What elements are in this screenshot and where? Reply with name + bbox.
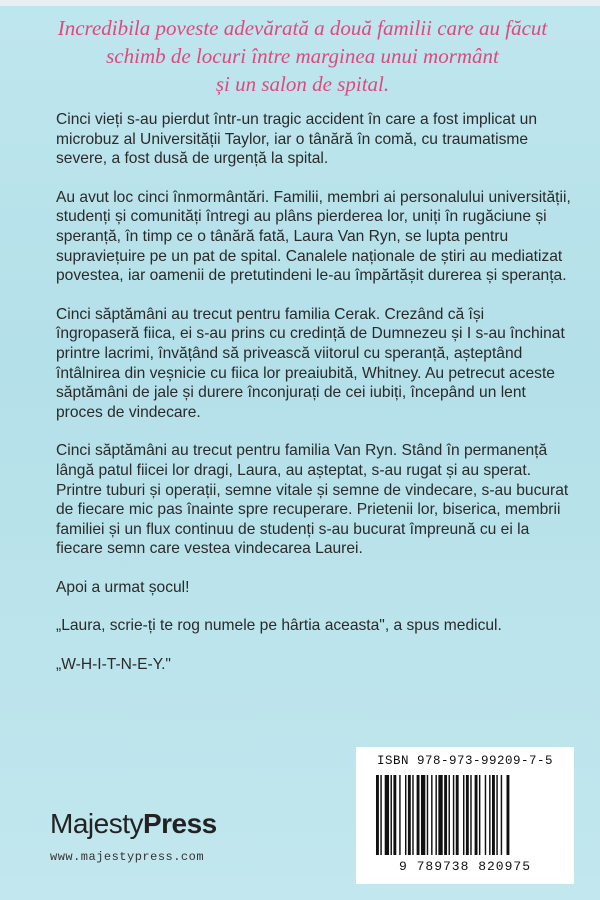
paragraph: Au avut loc cinci înmormântări. Familii, membri ai personalului universității, studenți și comunități întregi au plâns pierderea lor, uniți în rugăciune și speranță, în timp ce o tânără fată, Laura Van Ryn, se lupta pentru supraviețuire pe un pat de spital. Canalele naționale de știri au mediatizat povestea, iar oamenii de pretutindeni le-au împărtășit durerea și speranța. xyxy=(56,188,571,285)
blurb-text xyxy=(56,110,571,694)
publisher-name-part1: Majesty xyxy=(50,808,143,839)
paragraph: Cinci săptămâni au trecut pentru familia Van Ryn. Stând în permanență lângă patul fiicei lor dragi, Laura, au așteptat, s-au rugat și au sperat. Printre tuburi și operații, semne vitale și semne de vindecare, s-au bucurat de fiecare mic pas înainte spre recuperare. Prietenii lor, biserica, membrii familiei și un flux continuu de studenți s-au bucurat împreună cu ei la fiecare semn care vestea vindecarea Laurei. xyxy=(56,442,569,558)
tagline xyxy=(40,14,565,98)
tagline-line: și un salon de spital. xyxy=(215,72,390,96)
cover-edge xyxy=(0,0,600,6)
paragraph: Cinci săptămâni au trecut pentru familia Cerak. Crezând că își îngropaseră fiica, ei s-au prins cu credință de Dumnezeu și I s-au închinat printre lacrimi, învățând să privească viitorul cu speranță, așteptând întâlnirea din veșnicie cu fiica lor preaiubită, Whitney. Au petrecut aceste săptămâni de jale și durere înconjurați de cei iubiți, începând un lent proces de vindecare. xyxy=(56,305,565,421)
tagline-line: schimb de locuri între marginea unui mormânt xyxy=(106,44,499,68)
paragraph: Apoi a urmat șocul! xyxy=(56,578,190,596)
paragraph: „Laura, scrie-ți te rog numele pe hârtia aceasta", a spus medicul. xyxy=(56,617,502,635)
isbn-barcode-box xyxy=(356,747,574,884)
paragraph: Cinci vieți s-au pierdut într-un tragic accident în care a fost implicat un microbuz al Universității Taylor, iar o tânără în comă, cu traumatisme severe, a fost dusă de urgență la spital. xyxy=(56,111,538,168)
publisher-name-part2: Press xyxy=(142,808,217,839)
isbn-label: ISBN 978-973-99209-7-5 xyxy=(376,754,554,768)
paragraph: „W-H-I-T-N-E-Y." xyxy=(56,656,171,674)
tagline-line: Incredibila poveste adevărată a două familii care au făcut xyxy=(57,16,548,40)
publisher-url: www.majestypress.com xyxy=(50,850,205,864)
publisher-logo xyxy=(50,808,217,840)
barcode-icon xyxy=(374,775,556,857)
barcode-digits: 9 789738 820975 xyxy=(398,859,532,874)
